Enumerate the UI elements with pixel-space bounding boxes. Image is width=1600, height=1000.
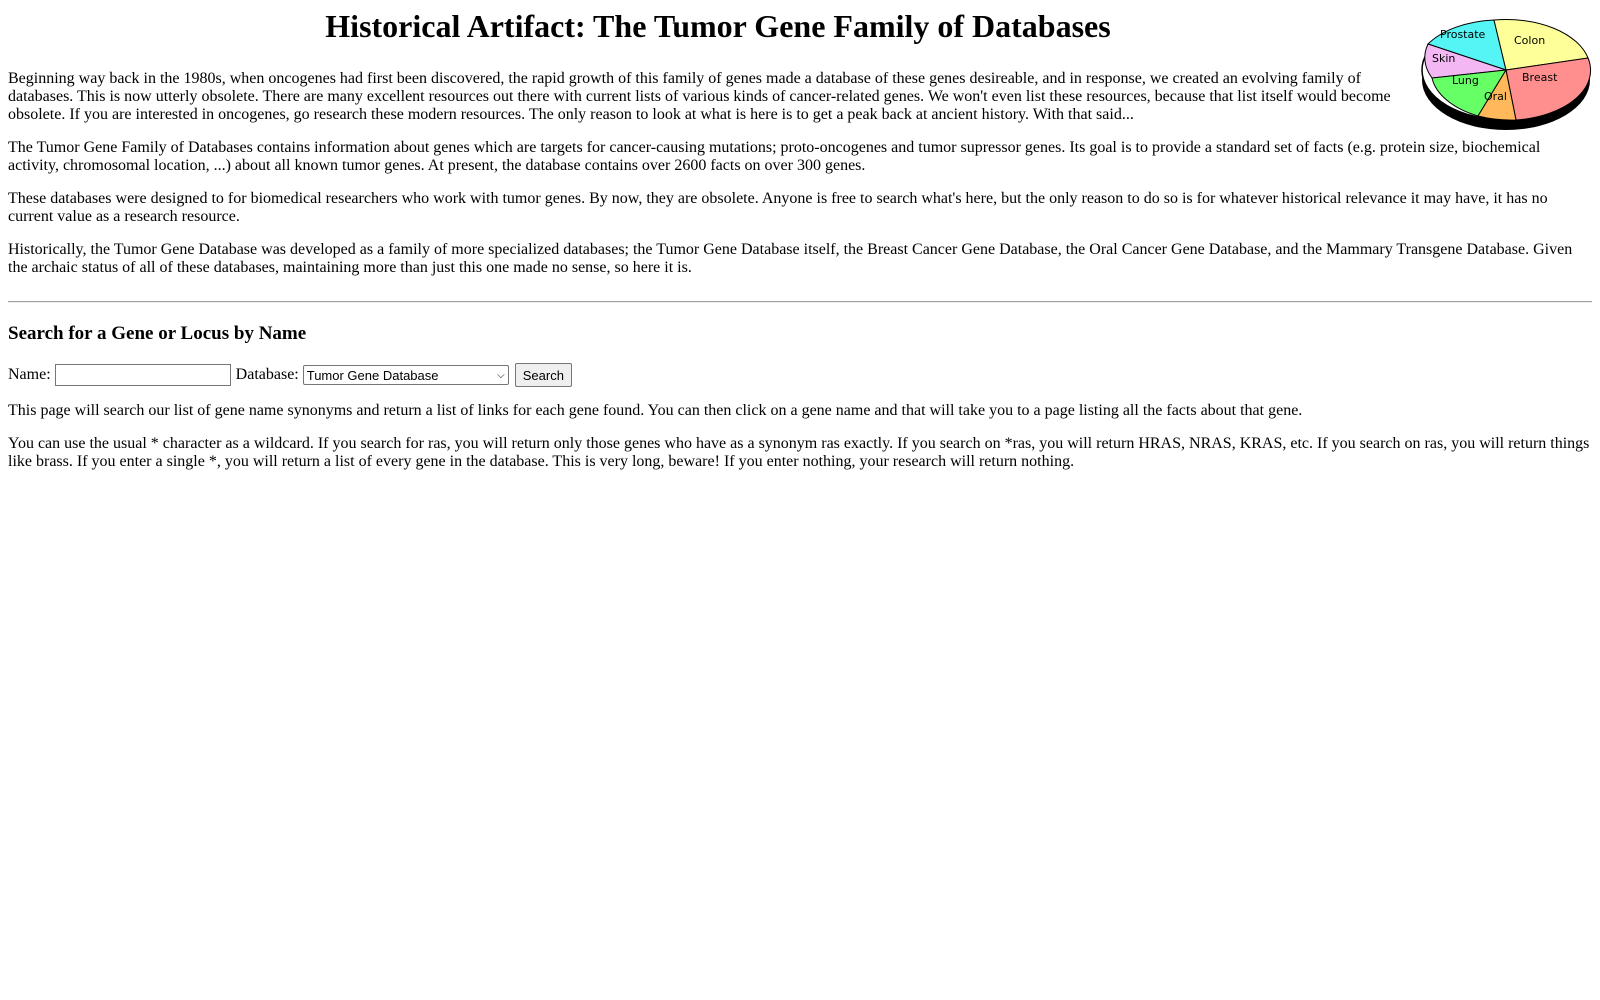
label-breast: Breast (1522, 71, 1558, 84)
intro-paragraph-4: Historically, the Tumor Gene Database was developed as a family of more specialized databases; the Tumor Gene Database itself, the Breast Cancer Gene Database, the Oral Cancer Gene Database, and the Mammary Transgene Database. Given the archaic status of all of these databases, maintaining more than just this one made no sense, so here it is. (8, 241, 1573, 276)
name-input[interactable] (55, 364, 231, 386)
search-help-paragraph-1: This page will search our list of gene name synonyms and return a list of links for each gene found. You can then click on a gene name and that will take you to a page listing all the facts about that gene. (8, 402, 1303, 419)
name-label: Name: (8, 366, 51, 383)
cancer-pie-logo (1420, 12, 1594, 130)
intro-paragraph-3: These databases were designed to for biomedical researchers who work with tumor genes. By now, they are obsolete. Anyone is free to search what's here, but the only reason to do so is for whatever historical relevance it may have, it has no current value as a research resource. (8, 190, 1548, 225)
search-help-paragraph-2: You can use the usual * character as a wildcard. If you search for ras, you will return only those genes who have as a synonym ras exactly. If you search on *ras, you will return HRAS, NRAS, KRAS, etc. If you search on ras, you will return things like brass. If you enter a single *, you will return a list of every gene in the database. This is very long, beware! If you enter nothing, your research will return nothing. (8, 435, 1590, 470)
database-select[interactable] (303, 365, 509, 385)
page (0, 6, 1600, 1000)
database-selected-value: Tumor Gene Database (306, 367, 439, 383)
chevron-down-icon: ⌵ (497, 369, 505, 381)
label-skin: Skin (1432, 52, 1456, 65)
database-label: Database: (235, 366, 299, 383)
page-title: Historical Artifact: The Tumor Gene Family of Databases (325, 8, 1111, 44)
search-form (8, 363, 1592, 387)
intro-paragraph-1: Beginning way back in the 1980s, when oncogenes had first been discovered, the rapid growth of this family of genes made a database of these genes desireable, and in response, we created an evolving family of databases. This is now utterly obsolete. There are many excellent resources out there with current lists of various kinds of cancer-related genes. We won't even list these resources, because that list itself would become obsolete. If you are interested in oncogenes, go research these modern resources. The only reason to look at what is here is to get a peak back at ancient history. With that said... (8, 70, 1391, 123)
search-heading: Search for a Gene or Locus by Name (8, 323, 307, 344)
label-colon: Colon (1514, 34, 1546, 47)
label-lung: Lung (1452, 74, 1479, 87)
search-button[interactable]: Search (515, 363, 572, 387)
label-prostate: Prostate (1440, 28, 1486, 41)
intro-paragraph-2: The Tumor Gene Family of Databases contains information about genes which are targets for cancer-causing mutations; proto-oncogenes and tumor supressor genes. Its goal is to provide a standard set of facts (e.g. protein size, biochemical activity, chromosomal location, ...) about all known tumor genes. At present, the database contains over 2600 facts on over 300 genes. (8, 139, 1541, 174)
label-oral: Oral (1484, 90, 1507, 103)
section-divider (8, 301, 1592, 303)
